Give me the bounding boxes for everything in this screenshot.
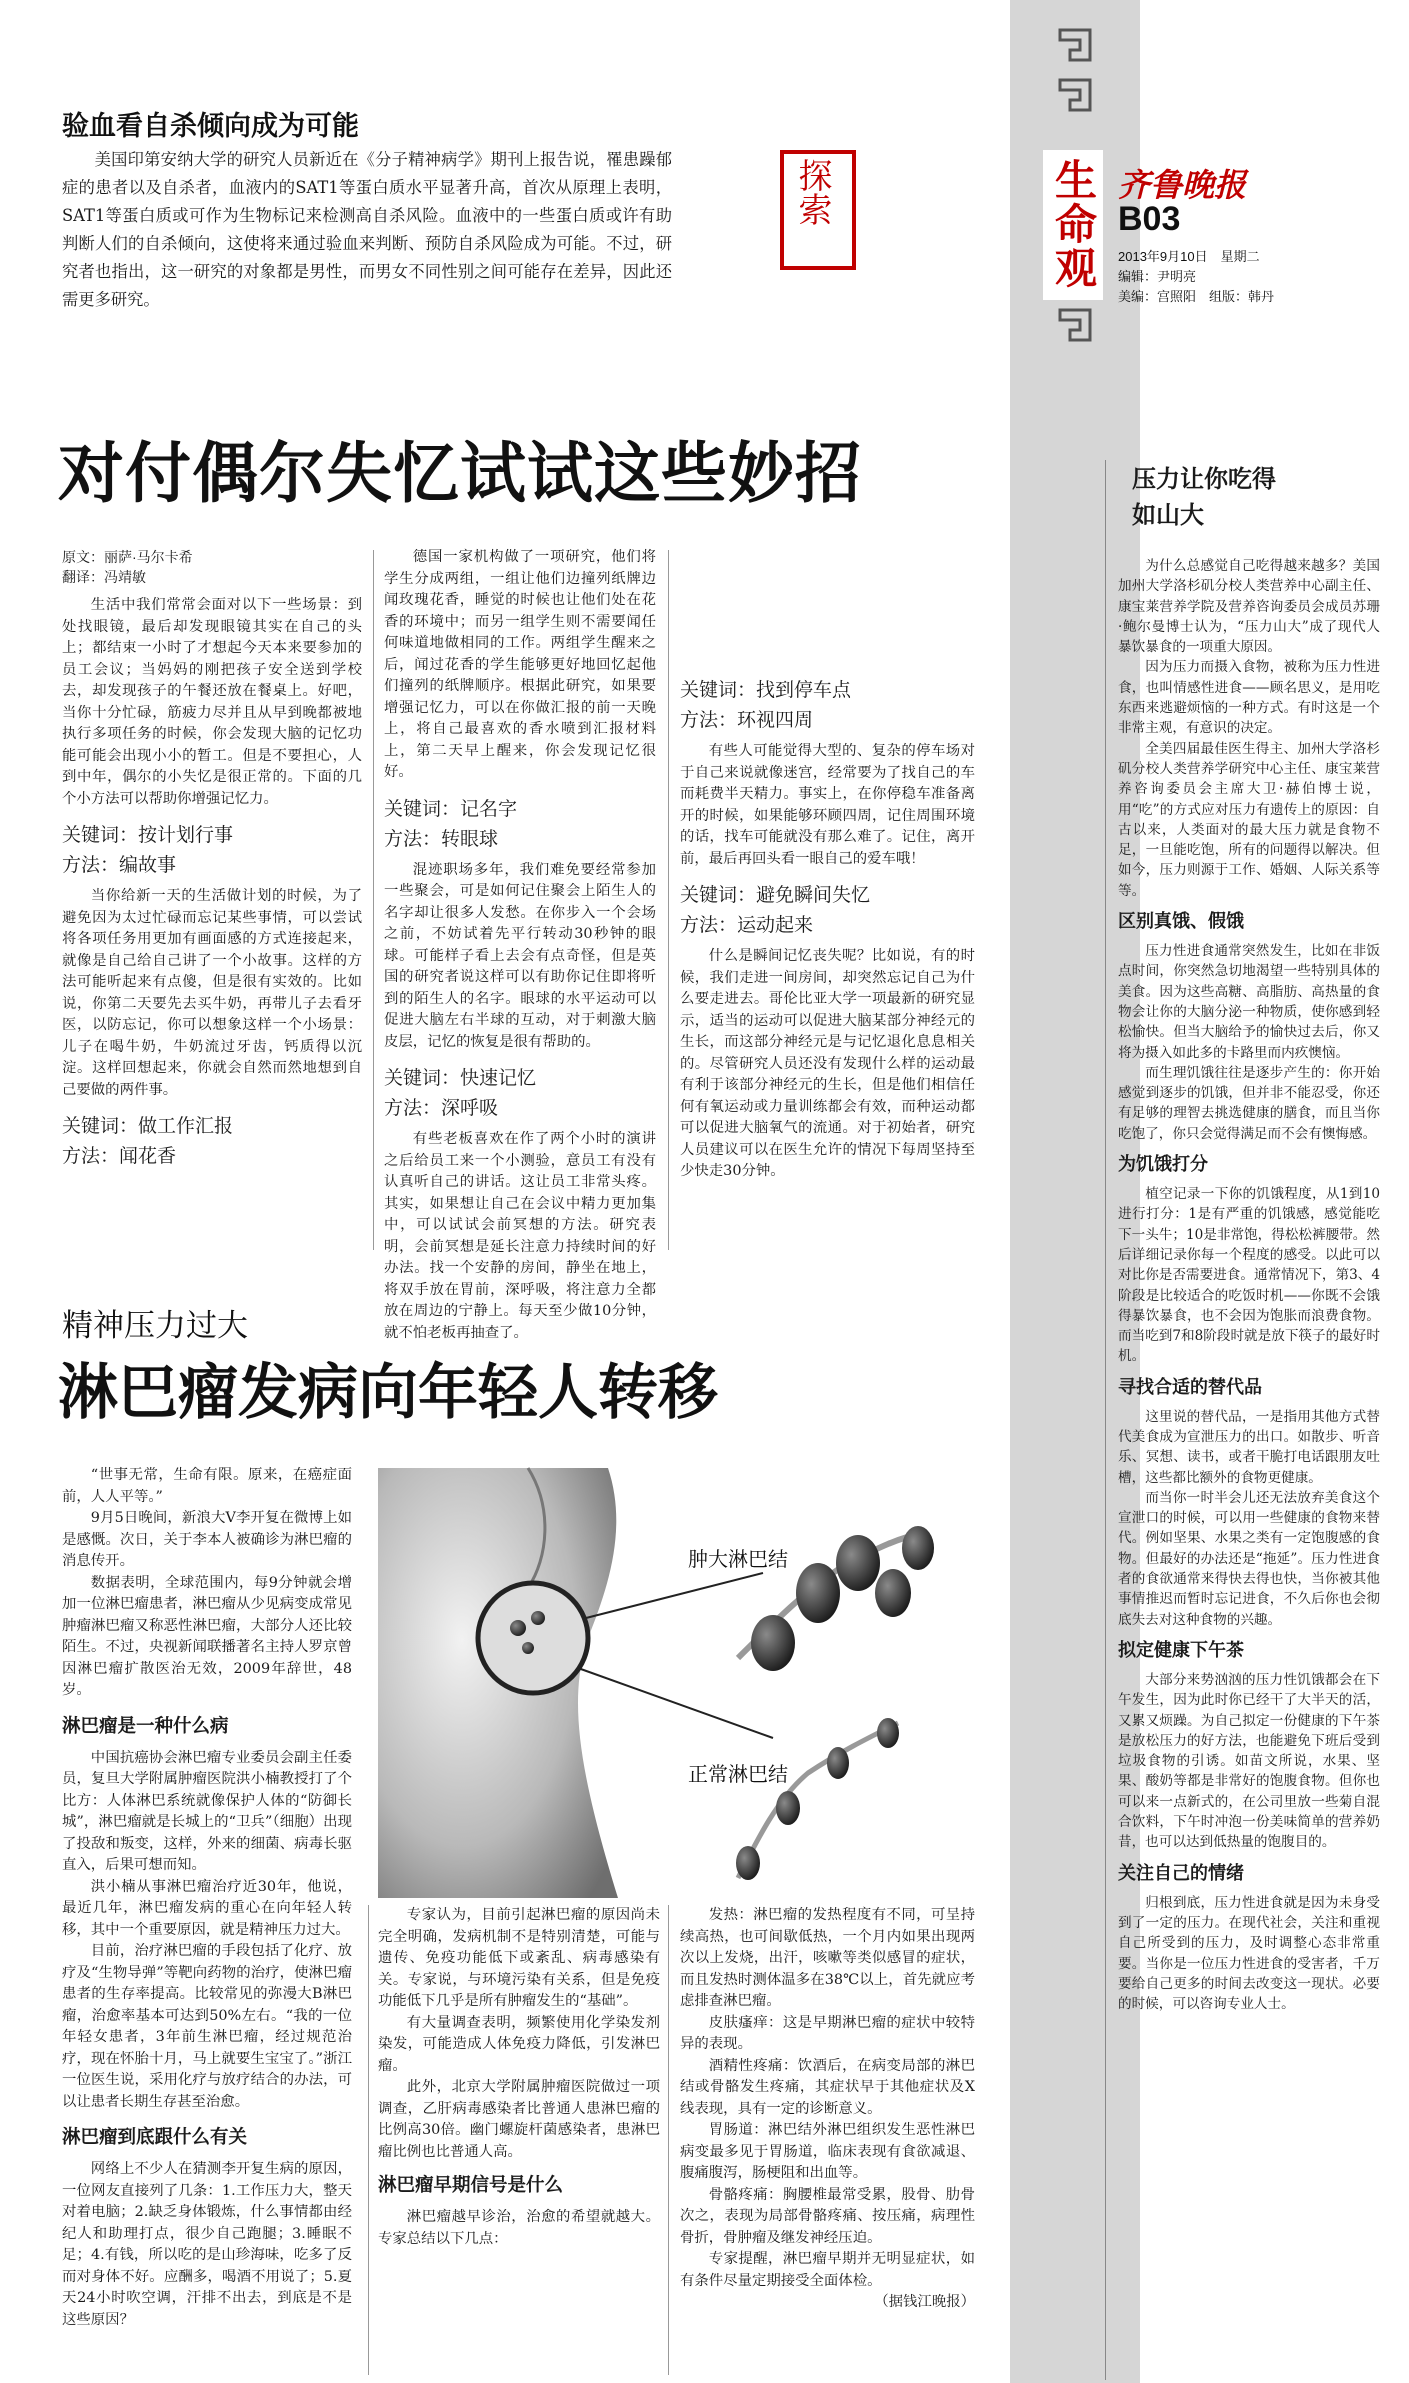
- story3-col3: [680, 1905, 975, 2375]
- neck-lymph-illustration: [378, 1468, 978, 1898]
- story3-para-7: 专家认为，目前引起淋巴瘤的原因尚未完全明确，发病机制不是特别清楚，可能与遗传、免疫功能低下或紊乱、病毒感染有关。专家说，与环境污染有关系，但是免疫功能低下几乎是所有肿瘤发生的“基础”。: [378, 1907, 660, 2009]
- story3-para-14: 胃肠道：淋巴结外淋巴组织发生恶性淋巴病变最多见于胃肠道，临床表现有食欲减退、腹痛腹泻，肠梗阻和出血等。: [680, 2122, 975, 2181]
- story1-title: 验血看自杀倾向成为可能: [62, 111, 359, 141]
- keyword-4: 关键词：快速记忆: [384, 1067, 537, 1089]
- story3-para-16: 专家提醒，淋巴瘤早期并无明显症状，如有条件尽量定期接受全面体检。: [680, 2251, 975, 2289]
- method-3: 方法：转眼球: [384, 827, 499, 850]
- story3-para-11: 发热：淋巴瘤的发热程度有不同，可呈持续高热，也可间歇低热，一个月内如果出现两次以上发烧，出汗，咳嗽等类似感冒的症状，而且发热时测体温多在38℃以上，首先就应考虑排查淋巴瘤。: [680, 1907, 975, 2009]
- column-name: 生命观: [1049, 158, 1098, 290]
- keyword-2: 关键词：做工作汇报: [62, 1115, 234, 1137]
- story3-title: 淋巴瘤发病向年轻人转移: [58, 1359, 718, 1426]
- sidebar-subhead-4: 拟定健康下午茶: [1118, 1639, 1244, 1661]
- byline-author: 原文：丽萨·马尔卡希: [62, 549, 193, 565]
- sidebar-subhead-2: 为饥饿打分: [1118, 1154, 1208, 1176]
- sidebar-para-9: 大部分来势汹汹的压力性饥饿都会在下午发生，因为此时你已经干了大半天的活，又累又烦躁。为自己拟定一份健康的下午茶是放松压力的好方法，也能避免下班后受到垃圾食物的引诱。如苗文所说，水果、坚果、酸奶等都是非常好的饱腹食物。但你也可以来一点新式的，在公司里放一些菊自混合饮料，下午时冲泡一份美味简单的营养奶昔，也可以达到低热量的饱腹目的。: [1118, 1671, 1380, 1851]
- sidebar-para-5: 而生理饥饿往往是逐步产生的：你开始感觉到逐步的饥饿，但并非不能忍受，你还有足够的理智去挑选健康的膳食，而且当你吃饱了，你只会觉得满足而不会有懊悔感。: [1118, 1064, 1380, 1142]
- sidebar-para-7: 这里说的替代品，一是指用其他方式替代美食成为宣泄压力的出口。如散步、听音乐、冥想、读书，或者干脆打电话跟朋友吐槽，这些都比额外的食物更健康。: [1118, 1408, 1380, 1486]
- story3-para-9: 此外，北京大学附属肿瘤医院做过一项调查，乙肝病毒感染者比普通人患淋巴瘤的比例高30倍。幽门螺旋杆菌感染者，患淋巴瘤比例也比普通人高。: [378, 2079, 660, 2160]
- story1-body: 美国印第安纳大学的研究人员新近在《分子精神病学》期刊上报告说，罹患躁郁症的患者以及自杀者，血液内的SAT1等蛋白质水平显著升高，首次从原理上表明，SAT1等蛋白质或可作为生物标记来检测高自杀风险。血液中的一些蛋白质或许有助判断人们的自杀倾向，这使将来通过验血来判断、预防自杀风险成为可能。不过，研究者也指出，这一研究的对象都是男性，而男女不同性别之间可能存在差异，因此还需更多研究。: [62, 150, 672, 309]
- sidebar-para-8: 而当你一时半会儿还无法放弃美食这个宣泄口的时候，可以用一些健康的食物来替代。例如坚果、水果之类有一定饱腹感的食物。但最好的办法还是“拖延”。压力性进食者的食欲通常来得快去得也快，当你被其他事情推迟而暂时忘记进食，不久后你也会彻底失去对这种食物的兴趣。: [1118, 1489, 1380, 1628]
- story3-para-15: 骨骼疼痛：胸腰椎最常受累，股骨、肋骨次之，表现为局部骨骼疼痛、按压痛，病理性骨折，骨肿瘤及继发神经压迫。: [680, 2186, 975, 2246]
- method-2: 方法：闻花香: [62, 1145, 177, 1167]
- story3-para-6: 网络上不少人在猜测李开复生病的原因，一位网友直接列了几条：1.工作压力大，整天对着电脑；2.缺乏身体锻炼，什么事情都由经纪人和助理打点，很少自己跑腿；3.睡眠不足；4.有钱，所以吃的是山珍海味，吃多了反而对身体不好。应酬多，喝酒不用说了；5.夏天24小时吹空调，汗排不出去，到底是不是这些原因？: [62, 2161, 352, 2328]
- story3-para-1: 9月5日晚间，新浪大V李开复在微博上如是感慨。次日，关于李本人被确诊为淋巴瘤的消息传开。: [62, 1510, 352, 1569]
- story2-col3: [680, 547, 975, 1257]
- story2-intro: 生活中我们常常会面对以下一些场景：到处找眼镜，最后却发现眼镜其实在自己的头上；都结束一小时了才想起今天本来要参加的员工会议；当妈妈的刚把孩子安全送到学校去，却发现孩子的午餐还放在餐桌上。好吧，当你十分忙碌，筋疲力尽并且从早到晚都被地执行多项任务的时候，你会发现大脑的记忆功能可能会出现小小的暂工。但是不要担心，人到中年，偶尔的小失忆是很正常的。下面的几个小方法可以帮助你增强记忆力。: [62, 597, 362, 807]
- keyword-5: 关键词：找到停车点: [680, 679, 852, 701]
- story3-kicker: 精神压力过大: [62, 1308, 248, 1343]
- story3-para-8: 有大量调查表明，频繁使用化学染发剂染发，可能造成人体免疫力降低，引发淋巴瘤。: [378, 2014, 660, 2074]
- story2-para-1: 当你给新一天的生活做计划的时候，为了避免因为太过忙碌而忘记某些事情，可以尝试将各项任务用更加有画面感的方式连接起来，就像是自己给自己讲了一个小故事。这样的方法可能听起来有点傻，但是很有实效的。比如说，你第二天要先去买牛奶，再带儿子去看牙医，以防忘记，你可以想象这样一个小场景：儿子在喝牛奶，牛奶流过牙齿，钙质得以沉淀。这样回想起来，你就会自然而然地想到自己要做的两件事。: [62, 888, 362, 1098]
- story3-subhead-2: 淋巴瘤到底跟什么有关: [62, 2127, 248, 2148]
- date-line: 2013年9月10日 星期二: [1118, 249, 1260, 264]
- story2-title: 对付偶尔失忆试试这些妙招: [58, 436, 862, 510]
- story2-para-3: 混迹职场多年，我们难免要经常参加一些聚会，可是如何记住聚会上陌生人的名字却让很多人发愁。在你步入一个会场之前，不妨试着先平行转动30秒钟的眼球。可能样子看上去会有点奇怪，但是英国的研究者说这样可以有助你记住即将听到的陌生人的名字。眼球的水平运动可以促进大脑左右半球的互动，对于刺激大脑皮层，记忆的恢复是很有帮助的。: [384, 861, 656, 1050]
- sidebar-para-1: 为什么总感觉自己吃得越来越多？美国加州大学洛杉矶分校人类营养中心副主任、康宝莱营养学院及营养咨询委员会成员苏珊·鲍尔曼博士认为，“压力山大”成了现代人暴饮暴食的一项重大原因。: [1118, 558, 1380, 656]
- story3-credit: （据钱江晚报）: [874, 2294, 975, 2310]
- story3-para-12: 皮肤瘙痒：这是早期淋巴瘤的症状中较特异的表现。: [680, 2014, 975, 2052]
- story3-para-2: 数据表明，全球范围内，每9分钟就会增加一位淋巴瘤患者，淋巴瘤从少见病变成常见肿瘤淋巴瘤又称恶性淋巴瘤，大部分人还比较陌生。不过，央视新闻联播著名主持人罗京曾因淋巴瘤扩散医治无效，2009年辞世，48岁。: [62, 1574, 352, 1698]
- editor-line: 编辑：尹明亮: [1118, 269, 1197, 284]
- sidebar-subhead-3: 寻找合适的替代品: [1118, 1376, 1262, 1398]
- sidebar-title-line-2: 如山大: [1132, 502, 1204, 529]
- method-1: 方法：编故事: [62, 854, 177, 876]
- keyword-3: 关键词：记名字: [384, 797, 518, 820]
- design-line: 美编：宫照阳 组版：韩丹: [1118, 289, 1275, 304]
- story3-para-4: 洪小楠从事淋巴瘤治疗近30年，他说，最近几年，淋巴瘤发病的重心在向年轻人转移，其中一个重要原因，就是精神压力过大。: [62, 1878, 352, 1938]
- story2-col2: [384, 547, 656, 1341]
- sidebar-para-10: 归根到底，压力性进食就是因为未身受到了一定的压力。在现代社会，关注和重视自己所受到的压力，及时调整心态非常重要。当你是一位压力性进食的受害者，千万要给自己更多的时间去改变这一现状。必要的时候，可以咨询专业人士。: [1118, 1894, 1380, 2013]
- story2-para-5: 有些人可能觉得大型的、复杂的停车场对于自己来说就像迷宫，经常要为了找自己的车而耗费半天精力。事实上，在你停稳车准备离开的时候，如果能够环顾四周，记住周围环境的话，找车可能就没有那么难了。记住，离开前，最后再回头看一眼自己的爱车哦！: [680, 743, 975, 867]
- sidebar-title-line-1: 压力让你吃得: [1132, 466, 1276, 493]
- sidebar-para-4: 压力性进食通常突然发生，比如在非饭点时间，你突然急切地渴望一些特别具体的美食。因为这些高糖、高脂肪、高热量的食物会让你的大脑分泌一种物质，使你感到轻松愉快。但当大脑给予的愉快过去后，你又将为摄入如此多的卡路里而内疚懊恼。: [1118, 943, 1380, 1061]
- explore-badge-text: 探索: [792, 158, 832, 226]
- sidebar-subhead-1: 区别真饿、假饿: [1118, 911, 1244, 933]
- paper-name: 齐鲁晚报: [1118, 166, 1247, 204]
- story2-para-4: 有些老板喜欢在作了两个小时的演讲之后给员工来一个小测验，意员工有没有认真听自己的讲话。这让员工非常头疼。其实，如果想让自己在会议中精力更加集中，可以试试会前冥想的方法。研究表明，会前冥想是延长注意力持续时间的好办法。找一个安静的房间，静坐在地上，将双手放在胃前，深呼吸，将注意力全都放在周边的宁静上。每天至少做10分钟，就不怕老板再抽查了。: [384, 1131, 656, 1341]
- story3-col1: [62, 1465, 352, 2375]
- story3-lead: “世事无常，生命有限。原来，在癌症面前，人人平等。”: [62, 1467, 352, 1505]
- story3-para-13: 酒精性疼痛：饮酒后，在病变局部的淋巴结或骨骼发生疼痛，其症状早于其他症状及X线表现，具有一定的诊断意义。: [680, 2057, 975, 2117]
- method-5: 方法：环视四周: [680, 709, 814, 731]
- story2-para-6: 什么是瞬间记忆丧失呢？比如说，有的时候，我们走进一间房间，却突然忘记自己为什么要走进去。哥伦比亚大学一项最新的研究显示，适当的运动可以促进大脑某部分神经元的生长，而这部分神经元是与记忆退化息息相关的。尽管研究人员还没有发现什么样的运动最有利于该部分神经元的生长，但是他们相信任何有氧运动或力量训练都会有效，而种运动都可以促进大脑氧气的流通。对于初始者，研究人员建议可以在医生允许的情况下每周坚持至少快走30分钟。: [680, 948, 975, 1179]
- keyword-6: 关键词：避免瞬间失忆: [680, 884, 871, 906]
- sidebar-para-2: 因为压力而摄入食物，被称为压力性进食，也叫情感性进食——顾名思义，是用吃东西来逃避烦恼的一种方式。有时这是一个非常主观，有意识的决定。: [1118, 659, 1380, 737]
- sidebar-para-3: 全美四届最佳医生得主、加州大学洛杉矶分校人类营养学研究中心主任、康宝莱营养咨询委员会主席大卫·赫伯博士说，用“吃”的方式应对压力有遗传上的原因：自古以来，人类面对的最大压力就是食物不足，一旦能吃饱，所有的问题得以解决。但如今，压力则源于工作、婚姻、人际关系等等。: [1118, 740, 1380, 899]
- story2-col1: [62, 547, 362, 1257]
- story3-para-3: 中国抗癌协会淋巴瘤专业委员会副主任委员，复旦大学附属肿瘤医院洪小楠教授打了个比方：人体淋巴系统就像保护人体的“防御长城”，淋巴瘤就是长城上的“卫兵”（细胞）出现了投敌和叛变，这样，外来的细菌、病毒长驱直入，后果可想而知。: [62, 1749, 352, 1873]
- figure-label-swollen: 肿大淋巴结: [688, 1549, 788, 1571]
- story3-para-10: 淋巴瘤越早诊治，治愈的希望就越大。专家总结以下几点：: [378, 2209, 660, 2247]
- method-4: 方法：深呼吸: [384, 1097, 499, 1119]
- method-6: 方法：运动起来: [680, 914, 814, 936]
- story3-subhead-1: 淋巴瘤是一种什么病: [62, 1715, 229, 1737]
- lymph-node-illustration: [378, 1468, 978, 1898]
- sidebar-para-6: 植空记录一下你的饥饿程度，从1到10进行打分：1是有严重的饥饿感，感觉能吃下一头牛；10是非常饱，得松松裤腰带。然后详细记录你每一个程度的感受。以此可以对比你是否需要进食。通常情况下，第3、4阶段是比较适合的吃饭时机——你既不会饿得暴饮暴食，也不会因为饱胀而浪费食物。而当吃到7和8阶段时就是放下筷子的最好时机。: [1118, 1186, 1380, 1365]
- story3-para-5: 目前，治疗淋巴瘤的手段包括了化疗、放疗及“生物导弹”等靶向药物的治疗，使淋巴瘤患者的生存率提高。比较常见的弥漫大B淋巴瘤，治愈率基本可达到50%左右。“我的一位年轻女患者，3年前生淋巴瘤，经过规范治疗，现在怀胎十月，马上就要生宝宝了。”浙江一位医生说，采用化疗与放疗结合的办法，可以让患者长期生存甚至治愈。: [62, 1943, 352, 2110]
- keyword-1: 关键词：按计划行事: [62, 824, 234, 846]
- story2-para-2: 德国一家机构做了一项研究，他们将学生分成两组，一组让他们边撞列纸牌边闻玫瑰花香，睡觉的时候也让他们处在花香的环境中；而另一组学生则不需要闻任何味道地做相同的工作。两组学生醒来之后，闻过花香的学生能够更好地回忆起他们撞列的纸牌顺序。根据此研究，如果要增强记忆力，可以在你做汇报的前一天晚上，将自己最喜欢的香水喷到汇报材料上，第二天早上醒来，你会发现记忆很好。: [384, 549, 656, 780]
- sidebar-subhead-5: 关注自己的情绪: [1118, 1862, 1244, 1884]
- figure-label-normal: 正常淋巴结: [688, 1764, 788, 1786]
- byline-translator: 翻译：冯靖敏: [62, 569, 146, 585]
- story3-subhead-3: 淋巴瘤早期信号是什么: [378, 2175, 564, 2196]
- story3-col2: [378, 1905, 660, 2375]
- page-code: B03: [1118, 200, 1181, 238]
- sidebar-story: [1118, 462, 1380, 2377]
